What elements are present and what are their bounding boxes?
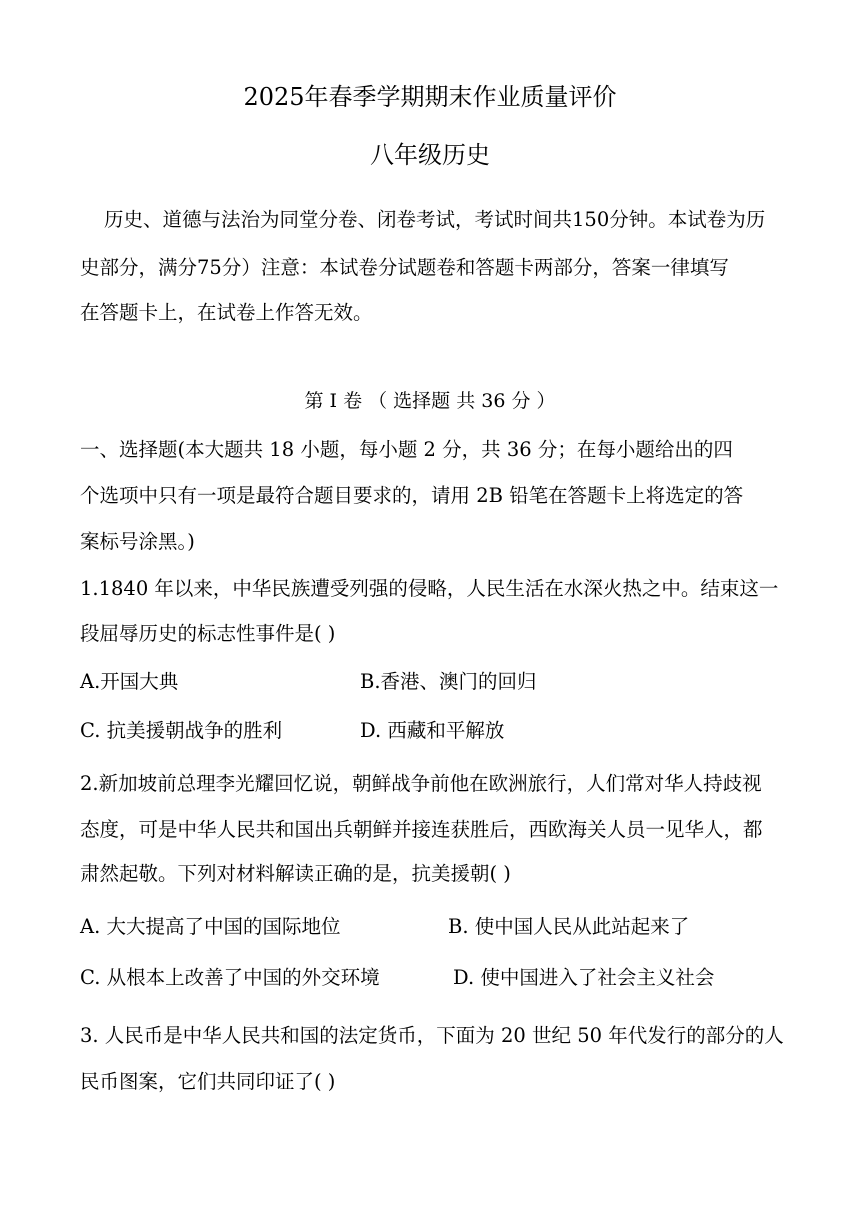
- question-1-option-d: D. 西藏和平解放: [360, 719, 505, 742]
- instruction-line-3: 在答题卡上，在试卷上作答无效。: [80, 301, 373, 324]
- question-2-option-a: A. 大大提高了中国的国际地位: [80, 915, 341, 938]
- question-2-option-b: B. 使中国人民从此站起来了: [448, 915, 690, 938]
- instruction-line-2: 史部分，满分75分）注意：本试卷分试题卷和答题卡两部分，答案一律填写: [80, 256, 729, 279]
- section-intro-line-3: 案标号涂黑。): [80, 530, 195, 553]
- question-3-stem-line-2: 民币图案，它们共同印证了( ): [80, 1070, 336, 1093]
- question-2-stem-line-3: 肃然起敬。下列对材料解读正确的是，抗美援朝( ): [80, 862, 511, 885]
- question-1-option-a: A.开国大典: [80, 670, 179, 693]
- section-intro-line-1: 一、选择题(本大题共 18 小题，每小题 2 分，共 36 分；在每小题给出的四: [80, 438, 733, 461]
- question-3-stem-line-1: 3. 人民币是中华人民共和国的法定货币，下面为 20 世纪 50 年代发行的部分的人: [80, 1024, 784, 1047]
- exam-subtitle: 八年级历史: [370, 141, 490, 169]
- question-2-option-c: C. 从根本上改善了中国的外交环境: [80, 966, 380, 989]
- question-2-stem-line-2: 态度，可是中华人民共和国出兵朝鲜并接连获胜后，西欧海关人员一见华人，都: [80, 818, 763, 841]
- section-intro-line-2: 个选项中只有一项是最符合题目要求的，请用 2B 铅笔在答题卡上将选定的答: [80, 484, 744, 507]
- section-heading: 第 I 卷 （ 选择题 共 36 分 ）: [304, 390, 556, 412]
- question-1-option-b: B.香港、澳门的回归: [360, 670, 537, 693]
- instruction-line-1: 历史、道德与法治为同堂分卷、闭卷考试，考试时间共150分钟。本试卷为历: [104, 208, 766, 231]
- question-1-stem-line-2: 段屈辱历史的标志性事件是( ): [80, 622, 336, 645]
- question-1-stem-line-1: 1.1840 年以来，中华民族遭受列强的侵略，人民生活在水深火热之中。结束这一: [80, 577, 779, 600]
- question-2-option-d: D. 使中国进入了社会主义社会: [453, 966, 715, 989]
- exam-title: 2025年春季学期期末作业质量评价: [243, 83, 617, 111]
- question-2-stem-line-1: 2.新加坡前总理李光耀回忆说，朝鲜战争前他在欧洲旅行，人们常对华人持歧视: [80, 772, 762, 795]
- question-1-option-c: C. 抗美援朝战争的胜利: [80, 719, 283, 742]
